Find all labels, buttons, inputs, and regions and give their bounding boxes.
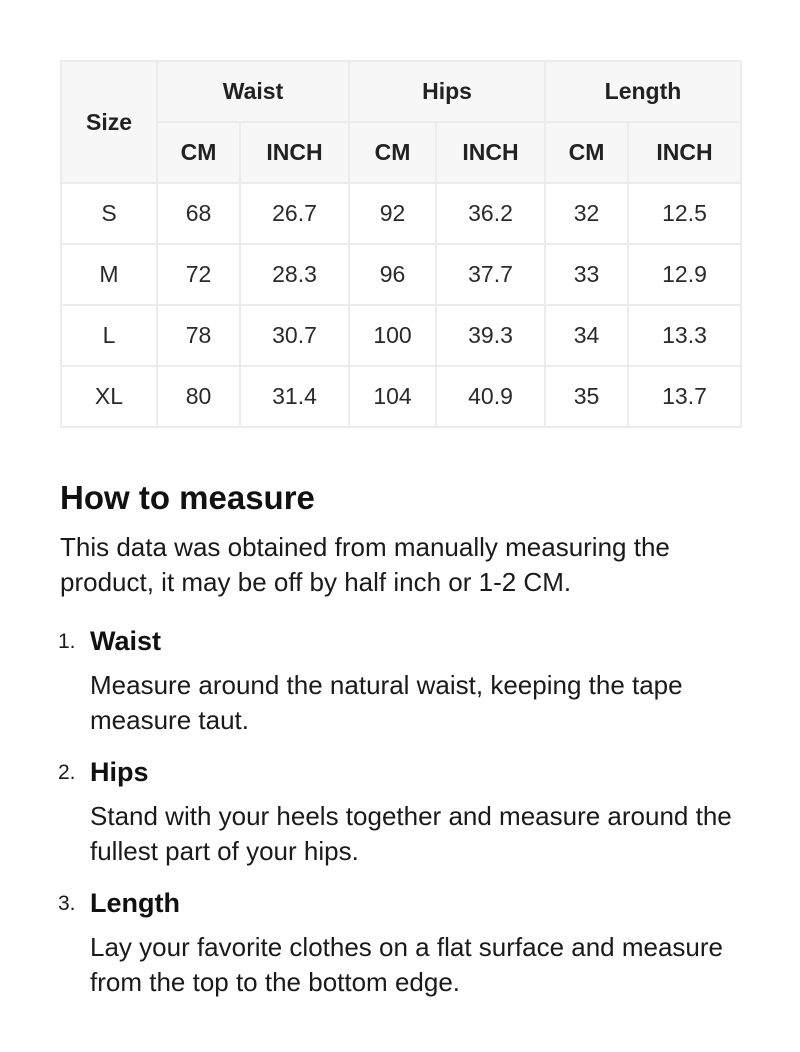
hips-inch-cell: 39.3 (436, 305, 545, 366)
list-item (60, 753, 750, 869)
hips-cm-cell: 104 (349, 366, 436, 427)
length-cm-cell: 33 (545, 244, 628, 305)
waist-inch-header: INCH (240, 122, 349, 183)
waist-cm-cell: 72 (157, 244, 240, 305)
size-cell: S (61, 183, 157, 244)
length-inch-cell: 13.3 (628, 305, 741, 366)
length-group-header: Length (545, 61, 741, 122)
step-description: Lay your favorite clothes on a flat surface and measure from the top to the bottom edge. (90, 932, 724, 997)
step-title: Hips (90, 757, 149, 787)
list-item (60, 622, 750, 738)
length-inch-cell: 13.7 (628, 366, 741, 427)
length-cm-cell: 32 (545, 183, 628, 244)
waist-cm-header: CM (157, 122, 240, 183)
measure-steps-list (60, 622, 750, 1015)
waist-group-header: Waist (157, 61, 349, 122)
hips-group-header: Hips (349, 61, 545, 122)
hips-inch-cell: 36.2 (436, 183, 545, 244)
size-column-header: Size (61, 61, 157, 183)
length-cm-header: CM (545, 122, 628, 183)
table-row (61, 183, 741, 244)
waist-cm-cell: 68 (157, 183, 240, 244)
length-inch-cell: 12.5 (628, 183, 741, 244)
length-cm-cell: 34 (545, 305, 628, 366)
step-title: Waist (90, 626, 162, 656)
step-number: 3. (58, 892, 76, 915)
waist-inch-cell: 28.3 (240, 244, 349, 305)
how-to-measure-heading: How to measure (60, 479, 315, 516)
length-inch-header: INCH (628, 122, 741, 183)
list-item (60, 884, 750, 1000)
waist-inch-cell: 31.4 (240, 366, 349, 427)
length-cm-cell: 35 (545, 366, 628, 427)
step-number: 1. (58, 630, 76, 653)
waist-inch-cell: 26.7 (240, 183, 349, 244)
table-header-row-groups (61, 61, 741, 122)
hips-inch-header: INCH (436, 122, 545, 183)
length-inch-cell: 12.9 (628, 244, 741, 305)
hips-cm-header: CM (349, 122, 436, 183)
size-cell: M (61, 244, 157, 305)
table-row (61, 244, 741, 305)
measure-intro-text: This data was obtained from manually measuring the product, it may be off by half inch or 1-2 CM. (60, 532, 670, 597)
hips-inch-cell: 40.9 (436, 366, 545, 427)
table-header-row-units (61, 122, 741, 183)
hips-cm-cell: 96 (349, 244, 436, 305)
step-description: Measure around the natural waist, keeping the tape measure taut. (90, 670, 683, 735)
hips-cm-cell: 100 (349, 305, 436, 366)
step-number: 2. (58, 761, 76, 784)
step-description: Stand with your heels together and measure around the fullest part of your hips. (90, 801, 732, 866)
size-cell: L (61, 305, 157, 366)
waist-inch-cell: 30.7 (240, 305, 349, 366)
table-row (61, 305, 741, 366)
hips-inch-cell: 37.7 (436, 244, 545, 305)
hips-cm-cell: 92 (349, 183, 436, 244)
size-cell: XL (61, 366, 157, 427)
size-chart-table (60, 60, 742, 428)
waist-cm-cell: 80 (157, 366, 240, 427)
step-title: Length (90, 888, 180, 918)
waist-cm-cell: 78 (157, 305, 240, 366)
table-row (61, 366, 741, 427)
